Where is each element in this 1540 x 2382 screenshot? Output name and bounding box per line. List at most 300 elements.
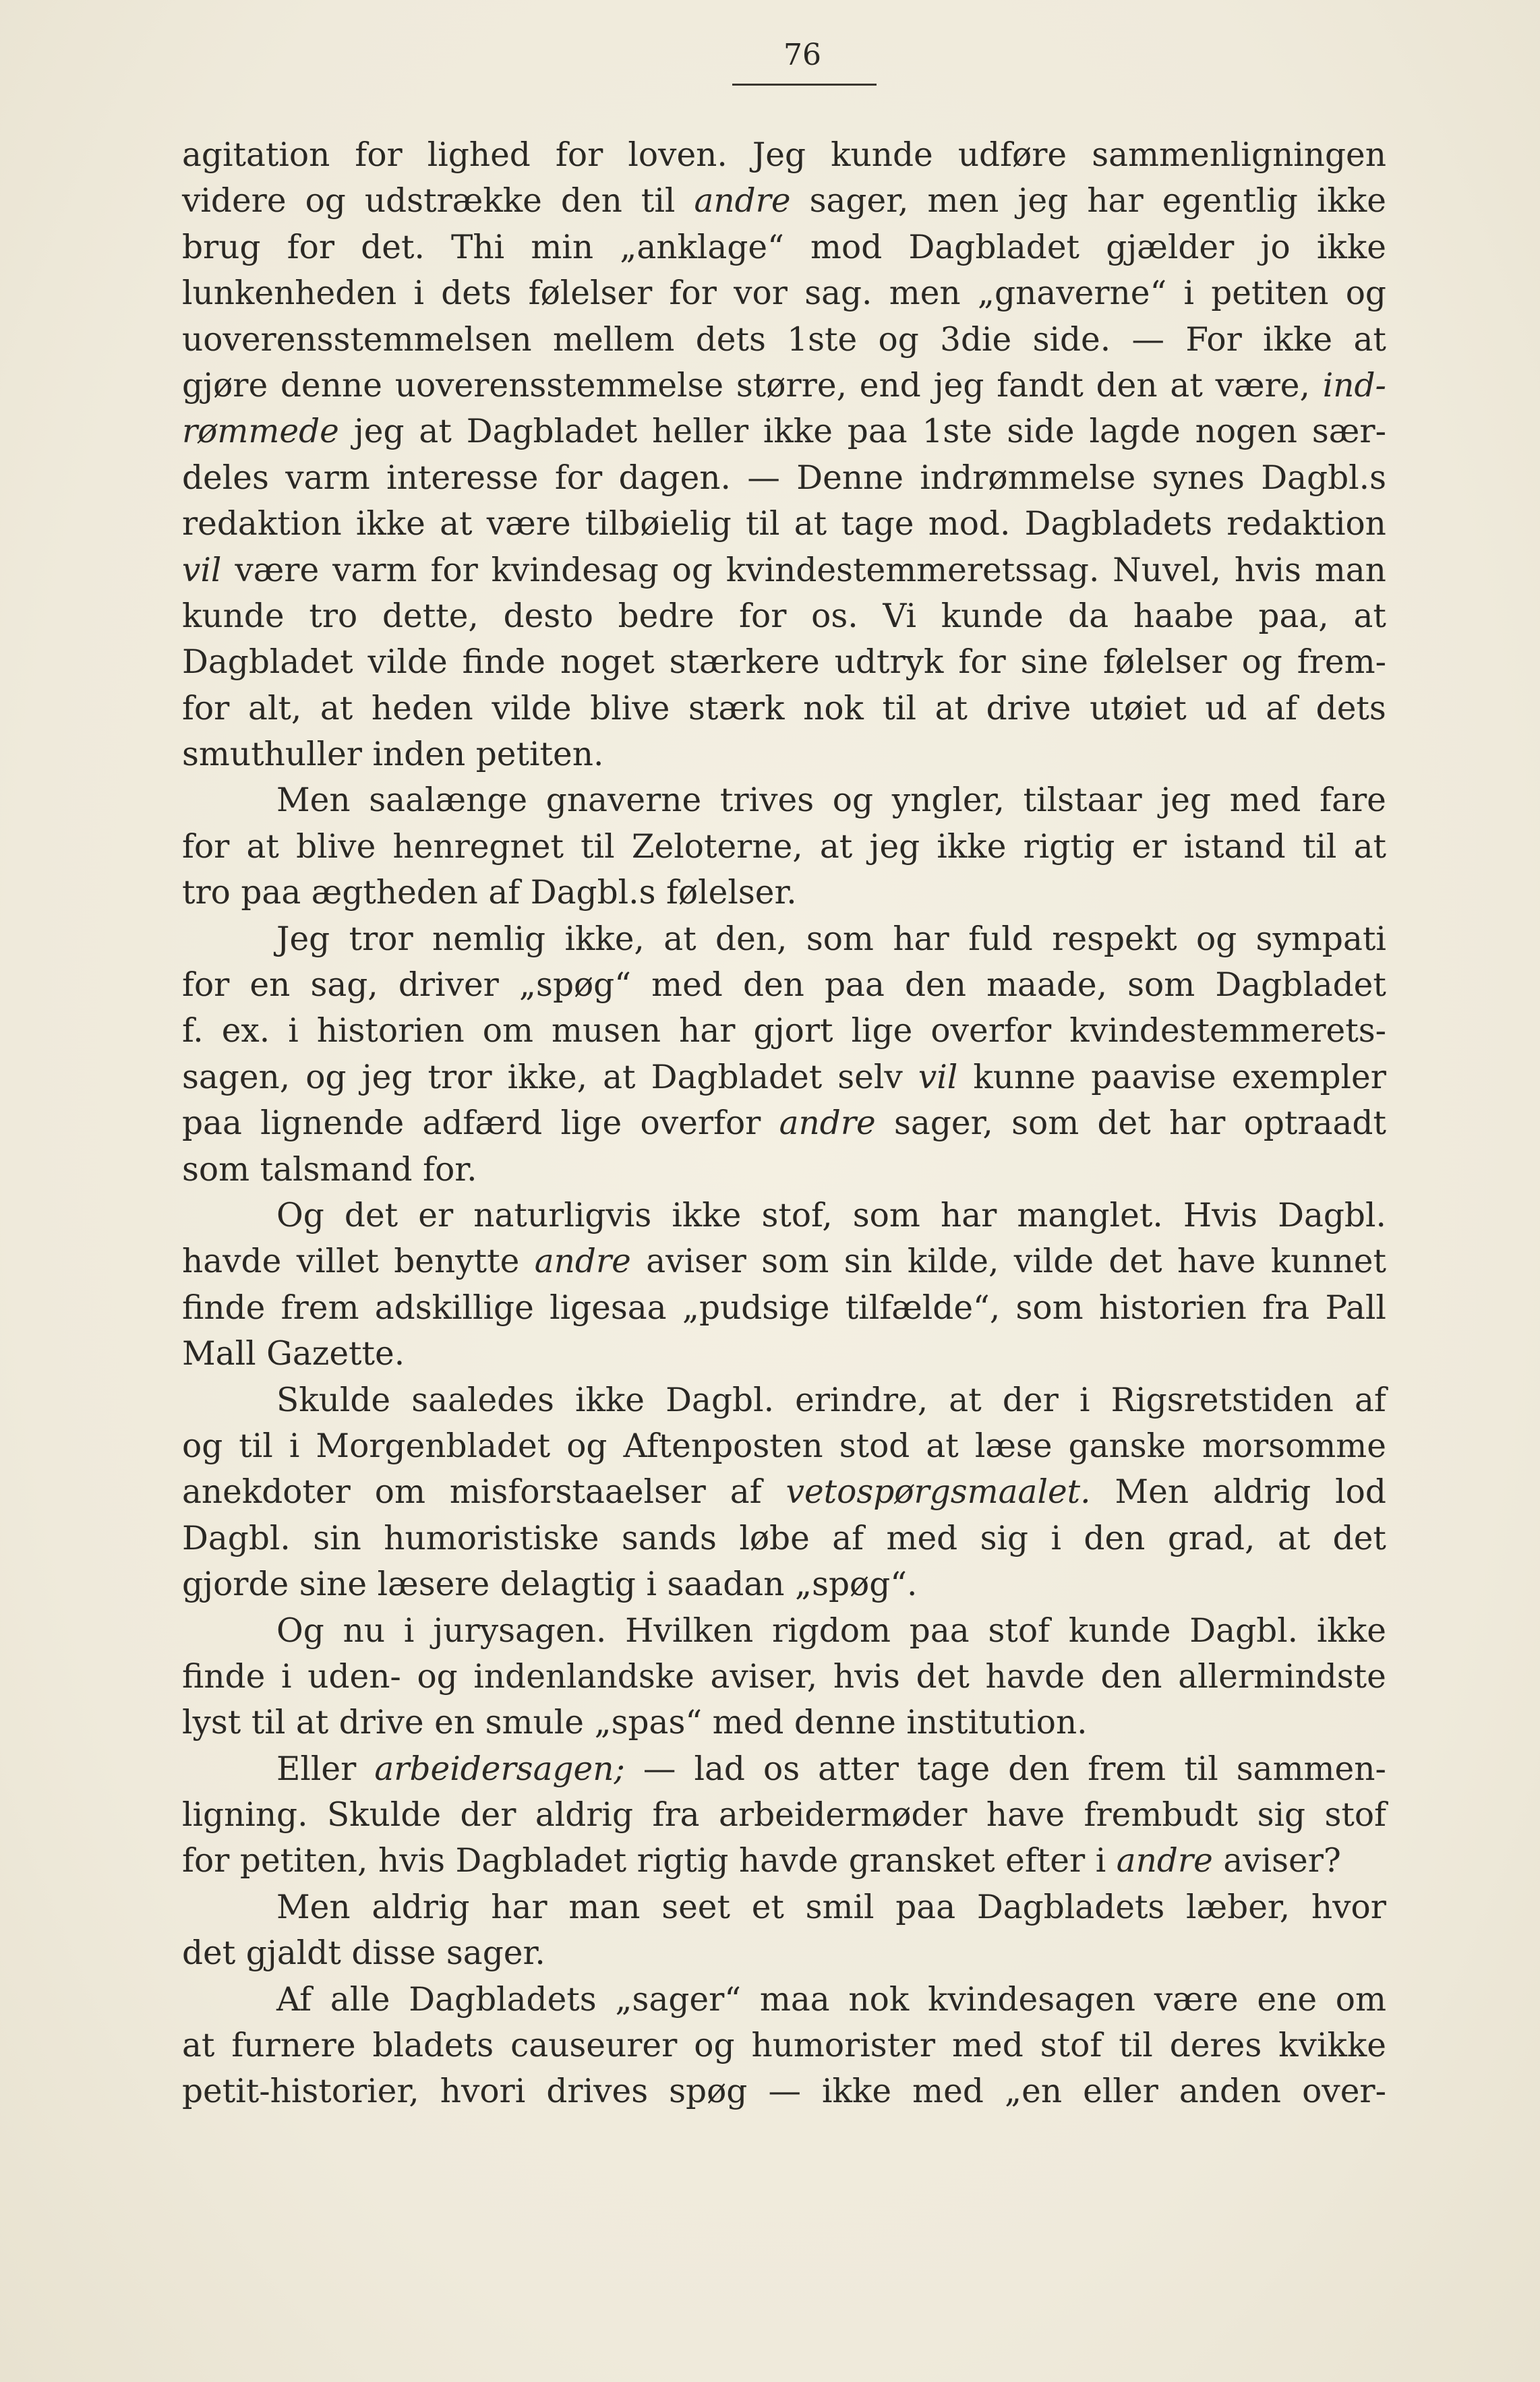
word: Rigsretstiden [1110, 1381, 1334, 1419]
word: Hvilken [625, 1611, 754, 1650]
word: Aftenposten [623, 1427, 823, 1465]
word: bladets [372, 2027, 494, 2065]
word: alle [330, 1980, 390, 2019]
text-line [182, 2068, 1386, 2114]
word: sagen, [182, 1058, 291, 1096]
paragraph [182, 777, 1386, 916]
word: og [1345, 274, 1386, 313]
word: udstrække [364, 182, 542, 220]
word: drive [338, 1704, 424, 1742]
word: ikke [1263, 320, 1333, 359]
word: ikke [355, 505, 425, 543]
word: tro [182, 874, 231, 912]
word: Thi [451, 228, 505, 266]
word: for [182, 1842, 230, 1880]
word: aldrig [535, 1796, 634, 1835]
text-line [182, 1654, 1386, 1700]
word: ex. [221, 1012, 270, 1050]
text-line [182, 777, 1386, 823]
text-line [182, 1838, 1386, 1884]
word: end [859, 366, 921, 405]
word: har [1169, 1104, 1226, 1143]
text-line [182, 363, 1386, 409]
word: drive [986, 689, 1071, 727]
word: humoristiske [384, 1519, 599, 1557]
word: sær- [1311, 413, 1386, 451]
word: Dagbladet [466, 413, 638, 451]
word: saaledes [411, 1381, 554, 1419]
word: varm [285, 458, 370, 497]
word: har [679, 1012, 736, 1050]
word: min [531, 228, 594, 266]
word: kvindestemmerets- [1069, 1012, 1386, 1050]
word: „gnaverne“ [977, 274, 1167, 313]
word: aldrig [372, 1888, 470, 1926]
word: brug [182, 228, 261, 266]
word: „pudsige [682, 1288, 830, 1327]
word: sin [843, 1243, 893, 1281]
word: sammen- [1236, 1750, 1386, 1788]
word: tilbøielig [585, 505, 732, 543]
word: side. [1032, 320, 1111, 359]
word: om [1335, 1980, 1386, 2019]
word: „en [1004, 2073, 1063, 2111]
word: fra [1262, 1288, 1310, 1327]
word: frem [280, 1288, 359, 1327]
word: kunde [182, 597, 285, 635]
word: arbeidersagen; [374, 1750, 625, 1788]
word: andre [694, 182, 791, 220]
paragraph [182, 1608, 1386, 1746]
word: atter [818, 1750, 899, 1788]
word: til [239, 1427, 273, 1465]
word: hvis [1234, 551, 1301, 589]
word: at [182, 2027, 215, 2065]
word: uoverensstemmelse [394, 366, 724, 405]
text-line [182, 409, 1386, 454]
word: videre [182, 182, 287, 220]
word: til [581, 827, 615, 866]
text-line [182, 870, 1386, 916]
text-line [182, 732, 1386, 777]
word: at [949, 1381, 982, 1419]
word: med [912, 2073, 984, 2111]
text-line [182, 132, 1386, 178]
word: i [646, 1566, 657, 1604]
text-line [182, 1239, 1386, 1284]
word: Og [276, 1611, 324, 1650]
word: større, [736, 366, 847, 405]
word: optraadt [1243, 1104, 1386, 1143]
word: — [1131, 320, 1165, 359]
word: Dagbl. [1189, 1611, 1299, 1650]
word: har [940, 1196, 997, 1234]
text-line [182, 824, 1386, 870]
text-line [182, 1331, 1386, 1377]
word: Morgenbladet [316, 1427, 551, 1465]
word: lad [694, 1750, 745, 1788]
word: gnaverne [545, 781, 702, 820]
word: hvor [1311, 1888, 1386, 1926]
word: petiten. [475, 736, 604, 774]
word: saalænge [369, 781, 528, 820]
word: rigtig [1023, 827, 1115, 866]
paragraph [182, 132, 1386, 777]
word: at [926, 1427, 959, 1465]
word: til [251, 1704, 286, 1742]
word: sammenligningen [1092, 136, 1386, 174]
text-line [182, 225, 1386, 270]
word: lighed [427, 136, 531, 174]
word: Gazette. [266, 1335, 405, 1373]
word: ligesaa [550, 1288, 667, 1327]
word: at [295, 1704, 329, 1742]
text-line [182, 1884, 1386, 1930]
text-line [182, 1746, 1386, 1792]
word: trives [719, 781, 815, 820]
word: og [694, 2027, 735, 2065]
paragraph [182, 1977, 1386, 2115]
word: i [289, 1427, 300, 1465]
word: over- [1302, 2073, 1386, 2111]
word: være [486, 505, 571, 543]
word: gjælder [1106, 228, 1235, 266]
word: utøiet [1090, 689, 1187, 727]
word: sager. [446, 1934, 545, 1973]
word: at [794, 505, 827, 543]
word: Dagbl.s [530, 874, 656, 912]
word: den [1084, 1519, 1146, 1557]
text-line [182, 1792, 1386, 1838]
word: mod [810, 228, 883, 266]
word: causeurer [510, 2027, 678, 2065]
text-line [182, 455, 1386, 501]
word: at [1353, 320, 1386, 359]
word: Dagbladet [1215, 966, 1386, 1005]
word: humorister [751, 2027, 936, 2065]
text-line [182, 1285, 1386, 1331]
text-line [182, 1054, 1386, 1100]
word: Og [276, 1196, 324, 1234]
word: at [935, 689, 968, 727]
word: følelser. [665, 874, 797, 912]
word: vil [182, 551, 222, 589]
word: sympati [1255, 920, 1386, 958]
word: dets [441, 274, 512, 313]
word: for [182, 689, 230, 727]
word: men [889, 274, 961, 313]
word: paa, [1258, 597, 1329, 635]
word: Hvis [1183, 1196, 1257, 1234]
word: denne [280, 366, 382, 405]
text-line [182, 639, 1386, 685]
word: blive [296, 827, 376, 866]
word: smule [485, 1704, 584, 1742]
word: Dagbladets [976, 1888, 1165, 1926]
word: — [643, 1750, 676, 1788]
word: vetospørgsmaalet. [786, 1473, 1091, 1512]
word: tilfælde“, [845, 1288, 1001, 1327]
word: og [832, 781, 874, 820]
word: stod [839, 1427, 910, 1465]
word: — [747, 458, 780, 497]
word: dets [1315, 689, 1386, 727]
word: redaktion [182, 505, 342, 543]
word: have [986, 1796, 1065, 1835]
word: kunne [973, 1058, 1076, 1096]
word: driver [398, 966, 499, 1005]
word: indenlandske [473, 1657, 694, 1696]
word: overfor [930, 1012, 1052, 1050]
word: denne [794, 1704, 896, 1742]
word: stærk [688, 689, 785, 727]
word: deres [1169, 2027, 1262, 2065]
word: synes [1152, 458, 1245, 497]
word: Dagbl.s [1261, 458, 1386, 497]
word: hvis [378, 1842, 446, 1880]
text-line [182, 317, 1386, 363]
word: „spas“ [594, 1704, 703, 1742]
word: gjøre [182, 366, 268, 405]
word: os. [811, 597, 858, 635]
word: ikke [1317, 182, 1386, 220]
word: morsomme [1202, 1427, 1386, 1465]
word: kunde [941, 597, 1044, 635]
word: nok [803, 689, 864, 727]
word: inden [372, 736, 466, 774]
word: bedre [618, 597, 715, 635]
word: læber, [1186, 1888, 1291, 1926]
word: dette, [382, 597, 479, 635]
word: lige [851, 1012, 913, 1050]
word: følelser [1102, 643, 1227, 682]
word: Dagbladets [1024, 505, 1213, 543]
word: istand [1183, 827, 1286, 866]
word: og [305, 1058, 347, 1096]
word: i [288, 1012, 299, 1050]
word: Men [276, 1888, 351, 1926]
word: 3die [940, 320, 1012, 359]
word: kilde, [907, 1243, 999, 1281]
word: gjaldt [245, 1934, 341, 1973]
word: kvikke [1278, 2027, 1386, 2065]
word: jeg [869, 827, 920, 866]
word: Dagbl. [665, 1381, 774, 1419]
word: uden- [307, 1657, 401, 1696]
word: 1ste [922, 413, 993, 451]
word: andre [1116, 1842, 1213, 1880]
text-line [182, 1193, 1386, 1239]
word: andre [534, 1243, 631, 1281]
word: den, [715, 920, 788, 958]
word: frem [1088, 1750, 1166, 1788]
word: er [1131, 827, 1167, 866]
word: fuld [968, 920, 1033, 958]
word: Jeg [276, 920, 330, 958]
word: det [916, 1657, 970, 1696]
word: med [952, 2027, 1024, 2065]
word: tage [917, 1750, 990, 1788]
word: erindre, [795, 1381, 928, 1419]
word: som [761, 1243, 829, 1281]
word: at [1170, 366, 1203, 405]
word: som [1015, 1288, 1084, 1327]
word: nemlig [432, 920, 546, 958]
word: og [1241, 643, 1282, 682]
word: da [1068, 597, 1109, 635]
word: exempler [1231, 1058, 1386, 1096]
word: „spøg“. [794, 1566, 918, 1604]
word: kvindesag [491, 551, 659, 589]
word: at [663, 920, 697, 958]
word: i [1079, 1381, 1090, 1419]
word: grad, [1167, 1519, 1255, 1557]
word: efter [1005, 1842, 1086, 1880]
word: ind- [1322, 366, 1386, 405]
text-line [182, 1100, 1386, 1146]
word: det [1332, 1519, 1386, 1557]
word: for [355, 136, 403, 174]
word: udføre [957, 136, 1067, 174]
word: Zeloterne, [631, 827, 803, 866]
word: indrømmelse [920, 458, 1136, 497]
word: Skulde [276, 1381, 391, 1419]
word: være, [1215, 366, 1310, 405]
word: det [182, 1934, 236, 1973]
word: den [560, 182, 622, 220]
word: vilde [1013, 1243, 1094, 1281]
word: Nuvel, [1113, 551, 1221, 589]
word: som [806, 920, 874, 958]
word: men [927, 182, 999, 220]
word: Men [1115, 1473, 1189, 1512]
word: med [651, 966, 723, 1005]
word: paa [847, 413, 908, 451]
word: at [819, 827, 853, 866]
word: ganske [1068, 1427, 1186, 1465]
word: at [246, 827, 279, 866]
word: henregnet [392, 827, 564, 866]
word: talsmand [260, 1150, 413, 1189]
word: ikke [937, 827, 1007, 866]
text-line [182, 1423, 1386, 1469]
word: side [1007, 413, 1075, 451]
word: lod [1335, 1473, 1386, 1512]
word: rigtig [636, 1842, 729, 1880]
word: den [1100, 1657, 1162, 1696]
word: for [430, 551, 478, 589]
word: ikke, [564, 920, 645, 958]
text-line [182, 1930, 1386, 1976]
word: benytte [394, 1243, 520, 1281]
paragraph [182, 1884, 1386, 1977]
word: mellem [553, 320, 675, 359]
paragraph [182, 1193, 1386, 1377]
word: og [1196, 920, 1237, 958]
word: vilde [367, 643, 448, 682]
word: det. [361, 228, 425, 266]
word: for [287, 228, 335, 266]
word: Vi [883, 597, 917, 635]
word: af [488, 874, 521, 912]
word: om [482, 1012, 533, 1050]
word: „sager“ [615, 1980, 742, 2019]
word: heller [652, 413, 749, 451]
word: disse [351, 1934, 436, 1973]
word: lige [560, 1104, 622, 1143]
word: det [1108, 1243, 1162, 1281]
word: i [1050, 1519, 1061, 1557]
word: af [730, 1473, 762, 1512]
word: „anklage“ [620, 228, 784, 266]
word: maade, [986, 966, 1108, 1005]
word: med [712, 1704, 784, 1742]
word: delagtig [500, 1566, 636, 1604]
word: paa [825, 966, 885, 1005]
text-line [182, 1700, 1386, 1746]
text-line [182, 686, 1386, 732]
word: sager, [894, 1104, 993, 1143]
word: — [768, 2073, 801, 2111]
word: arbeidermøder [718, 1796, 968, 1835]
word: tage [841, 505, 914, 543]
word: „spøg“ [519, 966, 632, 1005]
text-line [182, 547, 1386, 593]
word: jeg [353, 413, 405, 451]
word: egentlig [1162, 182, 1298, 220]
word: nu [343, 1611, 386, 1650]
paragraph [182, 916, 1386, 1193]
word: aviser [646, 1243, 746, 1281]
text-line [182, 1977, 1386, 2023]
word: af [1266, 689, 1298, 727]
word: og [878, 320, 919, 359]
word: ikke [763, 413, 833, 451]
word: stof [1324, 1796, 1386, 1835]
word: til [746, 505, 780, 543]
word: kunnet [1270, 1243, 1386, 1281]
word: misforstaaelser [449, 1473, 706, 1512]
word: kunde [1068, 1611, 1171, 1650]
word: selv [837, 1058, 903, 1096]
word: furnere [231, 2027, 356, 2065]
word: til [1119, 2027, 1153, 2065]
word: at [1353, 827, 1386, 866]
text-line [182, 1608, 1386, 1654]
word: spøg [669, 2073, 748, 2111]
word: af [832, 1519, 864, 1557]
paragraph [182, 1746, 1386, 1884]
word: i [281, 1657, 292, 1696]
word: til [641, 182, 676, 220]
word: varm [332, 551, 417, 589]
word: i [413, 274, 424, 313]
word: gjort [753, 1012, 833, 1050]
word: jeg [361, 1058, 413, 1096]
word: stof, [761, 1196, 833, 1234]
word: til [1302, 827, 1337, 866]
text-line [182, 1561, 1386, 1607]
word: paa [895, 1888, 956, 1926]
word: jeg [1017, 182, 1069, 220]
word: rigdom [772, 1611, 891, 1650]
word: frembudt [1084, 1796, 1239, 1835]
word: har [1087, 182, 1144, 220]
word: for [958, 643, 1006, 682]
word: Dagbladet [182, 643, 353, 682]
word: ikke [1316, 228, 1386, 266]
word: gransket [848, 1842, 995, 1880]
